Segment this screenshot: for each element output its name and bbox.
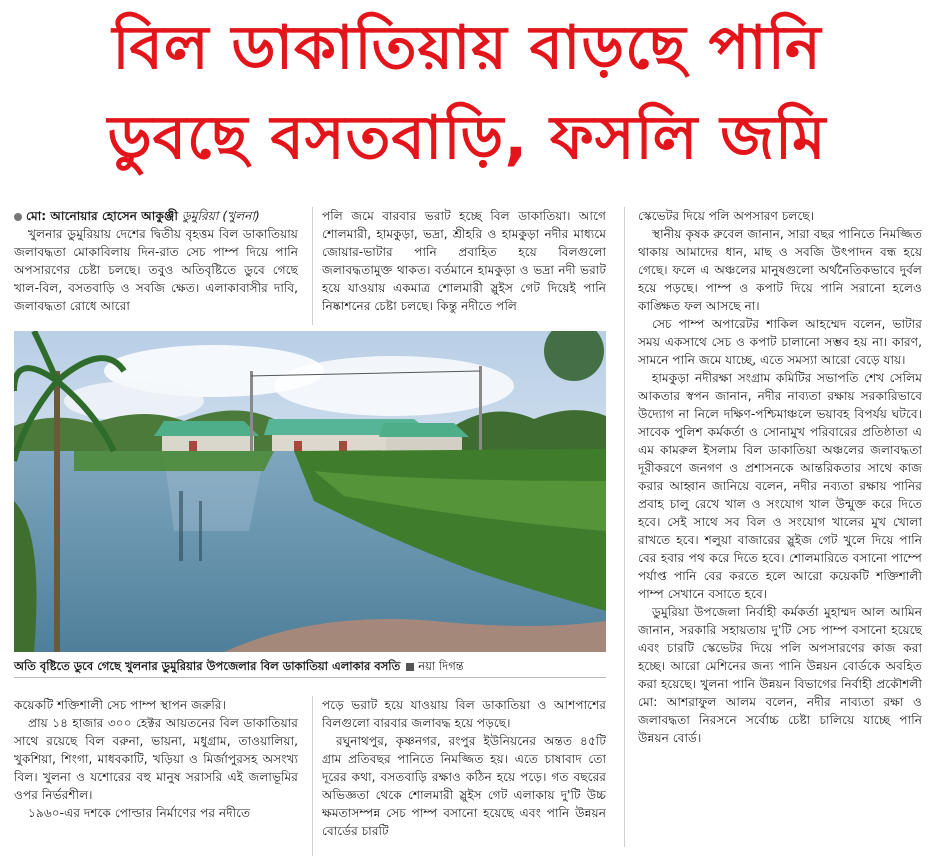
byline-place: ডুমুরিয়া (খুলনা)	[181, 209, 260, 223]
paragraph: সেচ পাম্প অপারেটর শাকিল আহম্মেদ বলেন, ভাটার সময় একসাথে সেচ ও কপাট চালানো সম্ভব হয় না। কারণ, সামনে পানি জমে যাচ্ছে, এতে সমস্যা আরো বেড়ে যায়।	[638, 317, 922, 367]
paragraph: খুলনার ডুমুরিয়ায় দেশের দ্বিতীয় বৃহত্তম বিল ডাকাতিয়ায় জলাবদ্ধতা মোকাবিলায় দিন-রাত সেচ পাম্প দিয়ে পানি অপসারণের চেষ্টা চলছে। তবুও অতিবৃষ্টিতে ডুবে গেছে খাল-বিল, বসতবাড়ি ও সবজি ক্ষেত। এলাকাবাসীর দাবি, জলাবদ্ধতা রোধে আরো	[14, 227, 298, 313]
column-divider	[312, 696, 313, 856]
square-icon	[406, 663, 414, 671]
article-column-3	[638, 207, 922, 847]
paragraph: ১৯৬০-এর দশকে পোল্ডার নির্মাণের পর নদীতে	[28, 806, 251, 820]
photo-credit: নয়া দিগন্ত	[418, 659, 464, 673]
bullet-icon	[14, 213, 22, 221]
paragraph: পলি জমে বারবার ভরাট হচ্ছে বিল ডাকাতিয়া। আগে শোলমারী, হামকুড়া, ভদ্রা, শ্রীহরি ও হামকুড়া নদীর মাধ্যমে জোয়ার-ভাটার পানি প্রবাহিত হয়ে বিলগুলো জলাবদ্ধতামুক্ত থাকত। বর্তমানে হামকুড়া ও ভদ্রা নদী ভরাট হয়ে যাওয়ায় একমাত্র শোলমারী স্লুইস গেট দিয়েই পানি নিষ্কাশনের চেষ্টা চলছে। কিন্তু নদীতে পলি	[322, 209, 606, 313]
paragraph: স্কেভেটর দিয়ে পলি অপসারণ চলছে।	[638, 209, 815, 223]
article-column-2-top	[322, 207, 606, 325]
paragraph: প্রায় ১৪ হাজার ৩০০ হেক্টর আয়তনের বিল ডাকাতিয়ার সাথে রয়েছে বিল বরুনা, ভায়না, মধুগ্রাম, তাওয়ালিয়া, খুকশিয়া, শিংগা, মাধবকাটি, খড়িয়া ও মির্জাপুরসহ অসংখ্য বিল। খুলনা ও যশোরের বহু মানুষ সরাসরি এই জলাভূমির ওপর নির্ভরশীল।	[14, 716, 298, 802]
column-divider	[624, 207, 625, 847]
article-column-1-top	[14, 207, 298, 325]
caption-text: অতি বৃষ্টিতে ডুবে গেছে খুলনার ডুমুরিয়ার উপজেলার বিল ডাকাতিয়া এলাকার বসতি	[14, 659, 401, 673]
paragraph: ডুমুরিয়া উপজেলা নির্বাহী কর্মকর্তা মুহাম্মদ আল আমিন জানান, সরকারি সহায়তায় দু'টি সেচ পাম্প বসানো হয়েছে এবং চারটি স্কেভেটর দিয়ে পলি অপসারণের কাজ করা হচ্ছে। আরো মেশিনের জন্য পানি উন্নয়ন বোর্ডকে অবহিত করা হয়েছে। খুলনা পানি উন্নয়ন বিভাগের নির্বাহী প্রকৌশলী মো: আশরাফুল আলম বলেন, নদীর নাব্যতা রক্ষা ও জলাবদ্ধতা নিরসনে সর্বোচ্চ চেষ্টা চালিয়ে যাচ্ছে পানি উন্নয়ন বোর্ড।	[638, 605, 922, 745]
article-column-1-bottom	[14, 696, 298, 856]
news-photo	[14, 331, 606, 652]
paragraph: পড়ে ভরাট হয়ে যাওয়ায় বিল ডাকাতিয়া ও আশপাশের বিলগুলো বারবার জলাবদ্ধ হয়ে পড়ছে।	[322, 698, 606, 730]
byline	[14, 207, 298, 225]
article-column-2-bottom	[322, 696, 606, 856]
column-divider	[312, 207, 313, 325]
paragraph: রঘুনাথপুর, কৃষ্ণনগর, রংপুর ইউনিয়নের অন্তত ৪৫টি গ্রাম প্রতিবছর পানিতে নিমজ্জিত হয়। এতে চাষাবাদ তো দূরের কথা, বসতবাড়ি রক্ষাও কঠিন হয়ে পড়ে। গত বছরের অভিজ্ঞতা থেকে শোলমারী স্লুইস গেট এলাকায় দু'টি উচ্চ ক্ষমতাসম্পন্ন সেচ পাম্প বসানো হয়েছে এবং পানি উন্নয়ন বোর্ডের চারটি	[322, 734, 606, 838]
paragraph: স্থানীয় কৃষক রুবেল জানান, সারা বছর পানিতে নিমজ্জিত থাকায় আমাদের ধান, মাছ ও সবজি উৎপাদন বন্ধ হয়ে গেছে। ফলে এ অঞ্চলের মানুষগুলো অর্থনৈতিকভাবে দুর্বল হয়ে পড়ছে। পাম্প ও কপাট দিয়ে পানি সরানো হলেও কাঙ্ক্ষিত ফল আসছে না।	[638, 227, 922, 313]
headline-line-2: ডুবছে বসতবাড়ি, ফসলি জমি	[107, 103, 827, 173]
paragraph: হামকুড়া নদীরক্ষা সংগ্রাম কমিটির সভাপতি শেখ সেলিম আকতার স্বপন জানান, নদীর নাব্যতা রক্ষায় সরকারিভাবে উদ্যোগ না নিলে দক্ষিণ-পশ্চিমাঞ্চলে ভয়াবহ বিপর্যয় ঘটবে। সাবেক পুলিশ কর্মকর্তা ও সোনামুখ পরিবারের প্রতিষ্ঠাতা এ এম কামরুল ইসলাম বিল ডাকাতিয়া অঞ্চলের জলাবদ্ধতা দূরীকরণে জনগণ ও প্রশাসনকে আন্তরিকতার সাথে কাজ করার আহ্বান জানিয়ে বলেন, নদীর নব্যতা রক্ষায় পানির প্রবাহ চালু রেখে খাল ও সংযোগ খাল উন্মুক্ত করে দিতে হবে। সেই সাথে সব বিল ও সংযোগ খালের মুখ খোলা রাখতে হবে। শলুয়া বাজারের স্লুইজ গেট খুলে দিয়ে পানি বের হবার পথ করে দিতে হবে। শোলমারিতে বসানো পাম্পে পর্যাপ্ত পানি বের করতে হলে আরো কয়েকটি শক্তিশালী পাম্প সেখানে বসাতে হবে।	[638, 371, 922, 601]
paragraph: কয়েকটি শক্তিশালী সেচ পাম্প স্থাপন জরুরি।	[14, 698, 226, 712]
headline-line-1: বিল ডাকাতিয়ায় বাড়ছে পানি	[112, 13, 822, 83]
byline-author: মো: আনোয়ার হোসেন আকুঞ্জী	[26, 209, 178, 223]
photo-caption	[14, 655, 606, 678]
